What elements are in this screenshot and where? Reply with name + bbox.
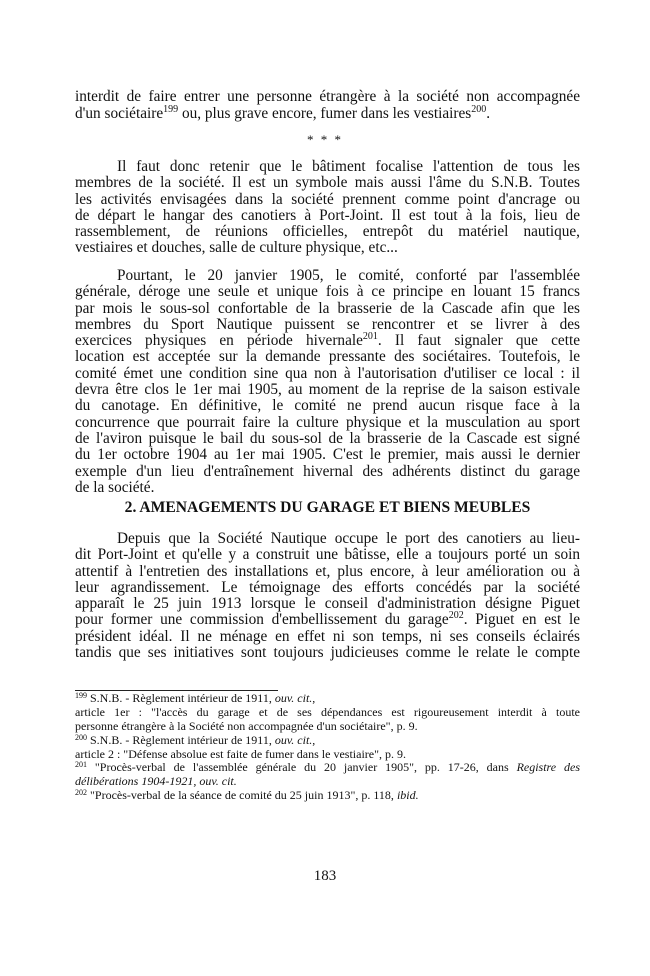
text-run: personne étrangère à la Société non accompagnée d'un sociétaire", p. 9. (75, 718, 418, 733)
text-line (75, 105, 580, 122)
text-run: de départ le hangar des canotiers à Port-Joint. Il est tout à la fois, lieu de (75, 206, 580, 224)
footnotes (75, 692, 580, 803)
text-line (75, 349, 580, 365)
paragraph-batiment (75, 159, 580, 257)
footnote-ref: 202 (448, 610, 464, 622)
text-line (75, 240, 580, 256)
footnote-line (75, 775, 580, 789)
text-line (75, 531, 580, 547)
text-run: leur agrandissement. Le témoignage des efforts concédés par la société (75, 578, 580, 596)
text-run: ou, plus grave encore, fumer dans les vestiaires (178, 105, 472, 122)
text-run: de l'aviron puisque le bail du sous-sol de la brasserie de la Cascade est signé (75, 429, 580, 447)
footnote-line (75, 692, 580, 706)
text-line (75, 333, 580, 349)
text-line (75, 629, 580, 645)
text-run: article 2 : "Défense absolue est faite de fumer dans le vestiaire", p. 9. (75, 746, 407, 761)
text-line (75, 88, 580, 105)
text-line (75, 317, 580, 333)
footnote-line (75, 761, 580, 775)
text-run: apparaît le 25 juin 1913 lorsque le conseil d'administration désigne Piguet (75, 595, 580, 613)
footnote-ref: 202 (75, 788, 87, 798)
text-run: tandis que ses initiatives sont toujours judicieuses comme le relate le compte (75, 644, 580, 662)
text-run: , (312, 691, 316, 705)
footnote-line (75, 706, 580, 720)
text-line (75, 366, 580, 382)
text-run: , (312, 732, 316, 747)
footnote-line (75, 789, 580, 803)
paragraph-pourtant (75, 268, 580, 496)
text-run: "Procès-verbal de l'assemblée générale du 20 janvier 1905", pp. 17-26, dans (87, 760, 517, 775)
footnote-line (75, 748, 580, 762)
footnote-ref: 199 (75, 691, 87, 700)
text-run: . Piguet en est le (463, 611, 580, 629)
text-line (75, 159, 580, 175)
text-run: devra être clos le 1er mai 1905, au moment de la reprise de la saison estivale (75, 381, 580, 399)
text-line (75, 415, 580, 431)
italic-text: délibérations 1904-1921, ouv. cit. (75, 774, 237, 789)
text-line (75, 480, 580, 496)
text-run: attentif à l'entretien des installations et, plus encore, à leur amélioration ou à (75, 562, 580, 580)
text-line (75, 431, 580, 447)
text-run: Depuis que la Société Nautique occupe le port des canotiers au lieu- (117, 530, 580, 547)
text-run: du canotage. En définitive, le comité ne prend aucun risque face à la (75, 397, 580, 415)
text-run: d'un sociétaire (75, 105, 164, 122)
text-run: exemple d'un lieu d'entraînement hivernal des adhérents distinct du garage (75, 462, 580, 480)
text-run: article 1er : "l'accès du garage et de ses dépendances est rigoureusement interdit à toute (75, 704, 580, 719)
text-run: dit Port-Joint et qu'elle y a construit une bâtisse, elle a toujours porté un soin (75, 546, 580, 564)
text-run: membres de la société. Il est un symbole mais aussi l'âme du S.N.B. Toutes (75, 174, 580, 192)
footnote-line (75, 734, 580, 748)
text-line (75, 175, 580, 191)
text-line (75, 447, 580, 463)
paragraph-depuis (75, 531, 580, 661)
text-run: comité émet une condition sine qua non à l'autorisation d'utiliser ce local : il (75, 364, 580, 382)
text-run: membres du Sport Nautique puissent se rencontrer et se livrer à des (75, 315, 580, 333)
text-run: . Il faut signaler que cette (377, 332, 580, 350)
text-run: S.N.B. - Règlement intérieur de 1911, (87, 732, 275, 747)
text-run: location est acceptée sur la demande pressante des sociétaires. Toutefois, le (75, 348, 580, 366)
text-line (75, 208, 580, 224)
text-run: du 1er octobre 1904 au 1er mai 1905. C'est le premier, mais aussi le dernier (75, 446, 580, 464)
footnote-ref: 201 (362, 331, 378, 343)
text-line (75, 547, 580, 563)
page-number: 183 (313, 868, 337, 884)
text-run: de la société. (75, 478, 155, 496)
text-run: concurrence que pourrait faire la culture physique et la musculation au sport (75, 413, 580, 431)
text-run: pour former une commission d'embellissement du garage (75, 611, 449, 629)
paragraph-continuation (75, 88, 580, 122)
footnote-ref: 200 (471, 104, 487, 115)
footnote-line (75, 720, 580, 734)
text-line (75, 301, 580, 317)
section-separator: * * * (307, 132, 343, 147)
italic-text: ouv. cit. (274, 732, 313, 747)
text-line (75, 268, 580, 284)
text-run: . (486, 105, 491, 122)
text-run: exercices physiques en période hivernale (75, 332, 363, 350)
footnote-ref: 201 (75, 760, 87, 770)
italic-text: Registre des (516, 760, 580, 775)
text-line (75, 464, 580, 480)
text-run: générale, déroge une seule et unique fois à ce principe en louant 15 francs (75, 283, 580, 301)
text-run: les activités envisagées dans la société prennent comme point d'ancrage ou (75, 190, 580, 208)
text-line (75, 580, 580, 596)
text-run: par mois le sous-sol confortable de la brasserie de la Cascade afin que les (75, 299, 580, 317)
text-run: S.N.B. - Règlement intérieur de 1911, (87, 691, 275, 705)
text-run: vestiaires et douches, salle de culture physique, etc... (75, 239, 398, 257)
italic-text: ouv. cit. (274, 691, 313, 705)
text-line (75, 224, 580, 240)
text-run: Il faut donc retenir que le bâtiment focalise l'attention de tous les (117, 158, 580, 175)
footnote-ref: 200 (75, 732, 87, 742)
section-heading: 2. AMENAGEMENTS DU GARAGE ET BIENS MEUBLES (124, 499, 531, 516)
text-line (75, 284, 580, 300)
text-run: interdit de faire entrer une personne étrangère à la société non accompagnée (75, 88, 580, 105)
text-run: Pourtant, le 20 janvier 1905, le comité, conforté par l'assemblée (117, 267, 580, 284)
text-line (75, 564, 580, 580)
text-run: président idéal. Il ne ménage en effet ni son temps, ni ses conseils éclairés (75, 627, 580, 645)
text-line (75, 645, 580, 661)
text-line (75, 192, 580, 208)
text-line (75, 382, 580, 398)
italic-text: ibid. (396, 788, 419, 803)
text-run: rassemblement, de réunions officielles, entrepôt du matériel nautique, (75, 223, 580, 241)
text-run: "Procès-verbal de la séance de comité du 25 juin 1913", p. 118, (87, 788, 397, 803)
text-line (75, 612, 580, 628)
text-line (75, 398, 580, 414)
footnote-ref: 199 (163, 104, 179, 115)
